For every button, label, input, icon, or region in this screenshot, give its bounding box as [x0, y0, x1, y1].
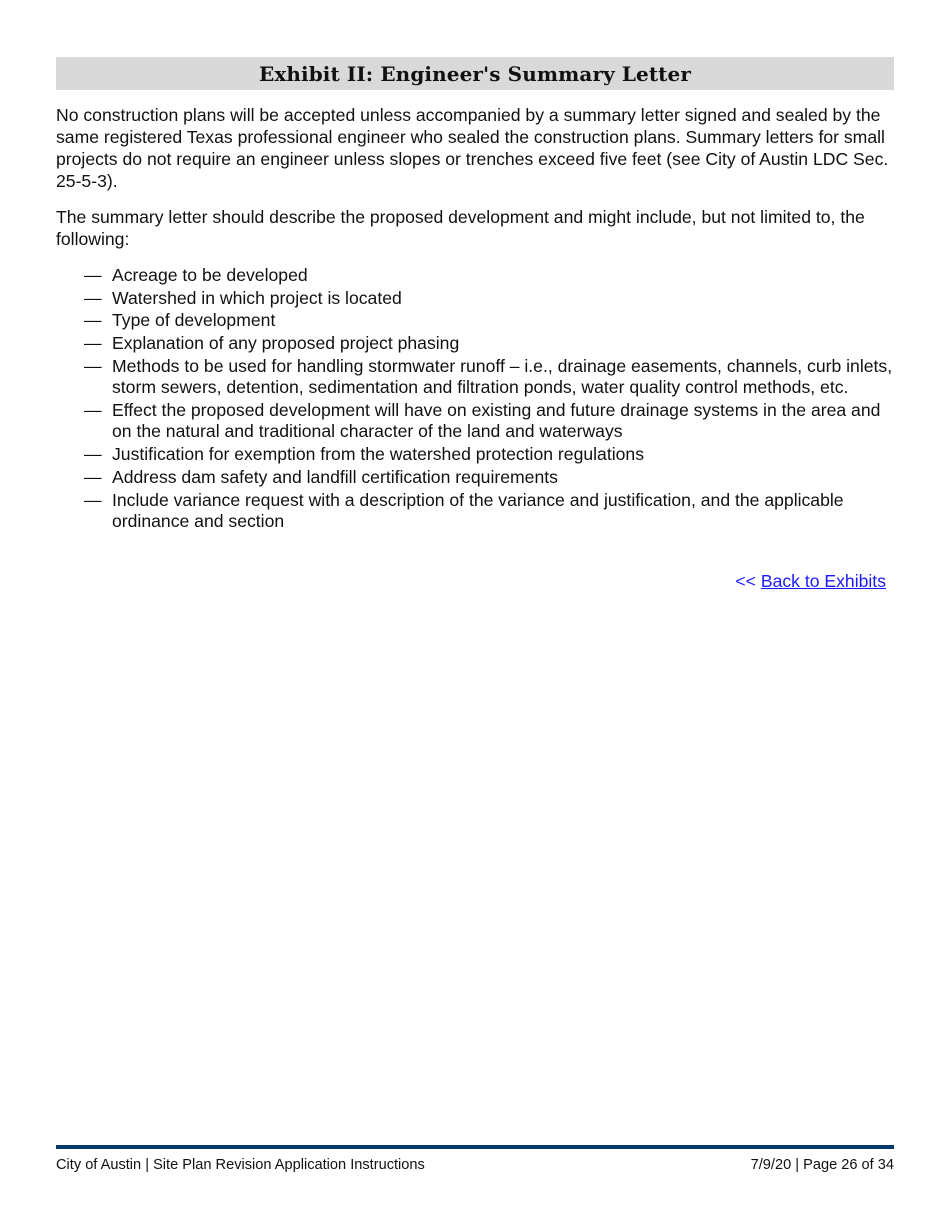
footer-divider	[56, 1145, 894, 1149]
list-item	[56, 333, 894, 355]
footer-document-title: City of Austin | Site Plan Revision Application Instructions	[56, 1157, 425, 1173]
list-item-text: Justification for exemption from the watershed protection regulations	[112, 444, 644, 465]
list-item	[56, 356, 894, 399]
list-item	[56, 265, 894, 287]
bullet-dash: —	[84, 265, 102, 285]
back-to-exhibits-link[interactable]: Back to Exhibits	[760, 570, 886, 591]
list-item-text: Methods to be used for handling stormwater runoff – i.e., drainage easements, channels, curb inlets, storm sewers, detention, sedimentation and filtration ponds, water quality control methods, etc.	[112, 355, 893, 398]
list-item	[56, 400, 894, 443]
back-navigation	[56, 570, 894, 592]
list-item	[56, 467, 894, 489]
list-item-text: Include variance request with a description of the variance and justification, and the applicable ordinance and section	[112, 489, 844, 531]
bullet-dash: —	[84, 444, 102, 465]
intro-paragraph: No construction plans will be accepted unless accompanied by a summary letter signed and sealed by the same registered Texas professional engineer who sealed the construction plans. Summary letters for small projects do not require an engineer unless slopes or trenches exceed five feet (see City of Austin LDC Sec. 25-5-3).	[56, 105, 889, 191]
bullet-dash: —	[84, 333, 102, 354]
page-title: Exhibit II: Engineer's Summary Letter	[258, 61, 691, 86]
list-item	[56, 288, 894, 310]
bullet-dash: —	[84, 399, 102, 420]
list-item-text: Type of development	[112, 310, 276, 331]
bullet-dash: —	[84, 287, 102, 308]
document-page	[56, 57, 894, 592]
footer-page-info: 7/9/20 | Page 26 of 34	[750, 1157, 894, 1173]
bullet-dash: —	[84, 466, 102, 487]
list-item-text: Explanation of any proposed project phasing	[112, 333, 460, 354]
summary-letter-items-list	[56, 265, 894, 533]
list-item-text: Watershed in which project is located	[112, 287, 402, 308]
back-prefix: <<	[735, 570, 761, 591]
list-item	[56, 310, 894, 332]
list-item-text: Effect the proposed development will have on existing and future drainage systems in the area and on the natural and traditional character of the land and waterways	[112, 399, 881, 442]
description-paragraph: The summary letter should describe the proposed development and might include, but not limited to, the following:	[56, 207, 865, 249]
bullet-dash: —	[84, 355, 102, 376]
bullet-dash: —	[84, 489, 102, 510]
title-bar	[56, 57, 894, 90]
list-item-text: Address dam safety and landfill certification requirements	[112, 466, 558, 487]
page-footer	[56, 1155, 894, 1175]
list-item	[56, 490, 894, 533]
list-item	[56, 444, 894, 466]
list-item-text: Acreage to be developed	[112, 265, 308, 285]
bullet-dash: —	[84, 310, 102, 331]
